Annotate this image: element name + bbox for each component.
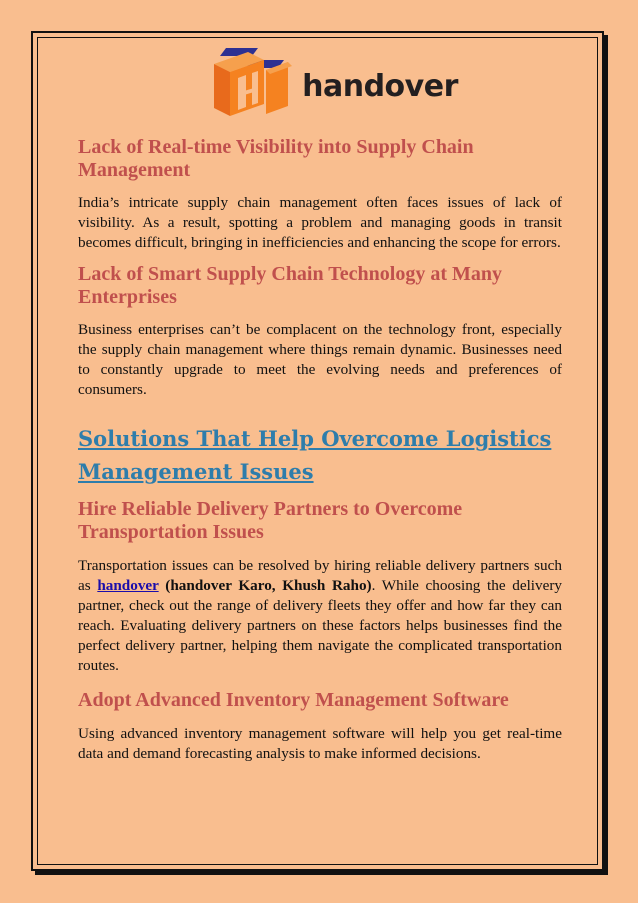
tagline-bold: (handover Karo, Khush Raho) (158, 577, 372, 594)
section-body-inventory: Using advanced inventory management software will help you get real-time data and demand forecasting analysis to make informed decisions. (78, 725, 562, 762)
section-heading-delivery-partners: Hire Reliable Delivery Partners to Overcome Transportation Issues (78, 498, 463, 543)
section-body-technology: Business enterprises can’t be complacent on the technology front, especially the supply chain management where things remain dynamic. Businesses need to constantly upgrade to meet the evolving needs and preferences of consumers. (78, 321, 562, 398)
section-heading-technology: Lack of Smart Supply Chain Technology at Many Enterprises (78, 263, 502, 308)
main-heading-solutions: Solutions That Help Overcome Logistics Management Issues (78, 426, 552, 484)
section-heading-inventory: Adopt Advanced Inventory Management Software (78, 689, 509, 711)
body-text-post: . While choosing the delivery partner, check out the range of delivery fleets they offer and how far they can reach. Evaluating delivery partners on these factors helps businesses find the perfect delivery partner, helping them navigate the complicated transportation routes. (78, 577, 562, 674)
brand-name: handover (302, 68, 458, 104)
handover-logo (100, 40, 562, 128)
section-body-visibility: India’s intricate supply chain management often faces issues of lack of visibility. As a result, spotting a problem and managing goods in transit becomes difficult, bringing in inefficiencies and enhancing the scope for errors. (78, 194, 562, 251)
section-body-delivery-partners (78, 556, 562, 676)
handover-link[interactable]: handover (97, 577, 159, 594)
section-heading-visibility: Lack of Real-time Visibility into Supply Chain Management (78, 136, 474, 181)
body-text-pre: Transportation issues can be resolved by hiring reliable delivery partners such as (78, 557, 562, 594)
handover-logo-icon (204, 44, 296, 124)
document-content (78, 40, 562, 764)
